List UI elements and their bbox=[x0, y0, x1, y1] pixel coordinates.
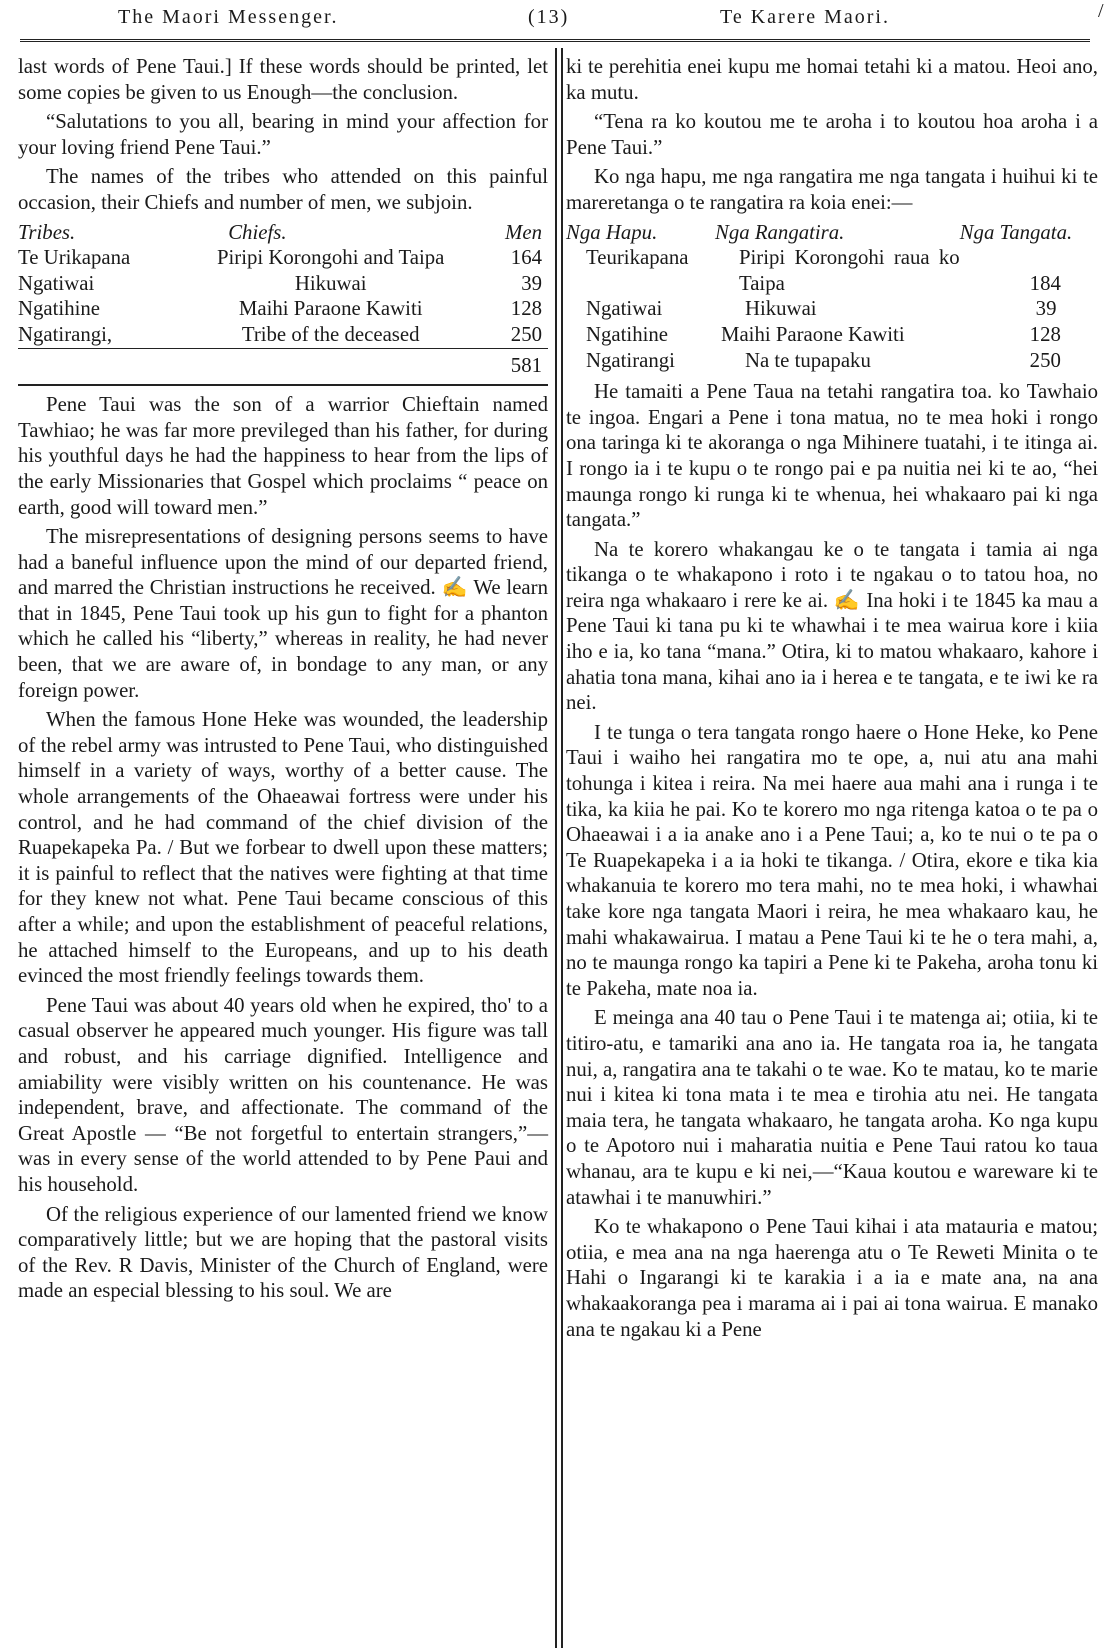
table-cell: Ngatihine bbox=[18, 297, 101, 321]
table-header: Tribes. bbox=[18, 220, 76, 244]
table-cell: Te Urikapana bbox=[18, 246, 131, 270]
table-row bbox=[18, 296, 548, 322]
paragraph: Ko nga hapu, me nga rangatira me nga tangata i huihui ki te mareretanga o te rangatira ra koia enei:— bbox=[566, 165, 1098, 214]
table-cell: Maihi Paraone Kawiti bbox=[720, 322, 905, 346]
paragraph: last words of Pene Taui.] If these words should be printed, let some copies be given to us Enough—the conclusion. bbox=[18, 55, 548, 104]
table-cell: Ngatiwai bbox=[18, 271, 95, 295]
maori-column bbox=[566, 54, 1098, 1346]
table-cell: Ngatiwai bbox=[586, 297, 663, 321]
table-cell: Ngatihine bbox=[586, 322, 669, 346]
paragraph: Ko te whakapono o Pene Taui kihai i ata matauria e matou; otiia, e mea ana na nga haerenga atu o Te Reweti Minita o te Hahi o Ingarangi ki te karakia i a ia e mate ana, na ana whakaakoranga pea i marama ai i pai ai tona wairua. E manako ana te ngakau ki a Pene bbox=[566, 1215, 1098, 1341]
table-end-rule bbox=[18, 378, 548, 385]
paragraph: E meinga ana 40 tau o Pene Taui i te matenga ai; otiia, ki te titiro-atu, e tamariki ana ano ia. He tangata roa ia, he tangata nui, a, rangatira ana te takahi o te wae. Ko te matau, ko te marie nui i kitea ki tona mata i te mea e tirohia atu nei. He tangata maia tera, he tangata whakaaro, he tangata aroha. Ko nga kupu o te Apotoro nui i maharatia nuitia e Pene Taui ratou ko taua whanau, ara te kupu e ki nei,—“Kaua koutou e wareware ki te atawhai i te manuwhiri.” bbox=[566, 1006, 1098, 1209]
table-header: Nga Hapu. bbox=[566, 220, 658, 244]
margin-mark: / bbox=[1098, 0, 1106, 22]
table-cell: Hikuwai bbox=[294, 271, 367, 295]
table-cell: Hikuwai bbox=[744, 297, 817, 321]
table-cell: Ngatirangi, bbox=[18, 322, 113, 346]
column-divider bbox=[555, 48, 563, 1648]
table-cell: Maihi Paraone Kawiti bbox=[238, 297, 423, 321]
hapu-table bbox=[566, 220, 1098, 374]
header-maori-title: Te Karere Maori. bbox=[720, 6, 890, 28]
total-row bbox=[18, 348, 548, 378]
table-cell: Teurikapana bbox=[586, 246, 689, 270]
header-rule bbox=[20, 39, 1090, 42]
table-cell: 164 bbox=[510, 246, 542, 270]
table-cell: 250 bbox=[510, 322, 542, 346]
table-cell: Na te tupapaku bbox=[744, 348, 871, 372]
table-row bbox=[566, 322, 1098, 348]
paragraph: The misrepresentations of designing persons seems to have had a baneful influence upon the mind of our departed friend, and marred the Christian instructions he received. ✍ We learn that in 1845, Pene Taui took up his gun to fight for a phanton which he called his “liberty,” whereas in reality, he had never been, that we are aware of, in bondage to any man, or any foreign power. bbox=[18, 525, 548, 702]
table-cell: 39 bbox=[521, 271, 542, 295]
paragraph: The names of the tribes who attended on this painful occasion, their Chiefs and number of men, we subjoin. bbox=[18, 165, 548, 214]
english-column bbox=[18, 54, 548, 1308]
table-header: Nga Rangatira. bbox=[714, 220, 845, 244]
table-row bbox=[18, 271, 548, 297]
table-cell: 128 bbox=[510, 297, 542, 321]
tribes-table bbox=[18, 220, 548, 387]
table-row bbox=[18, 245, 548, 271]
table-cell: Piripi Korongohi and Taipa bbox=[216, 246, 445, 270]
table-row bbox=[566, 245, 1098, 296]
paragraph: I te tunga o tera tangata rongo haere o Hone Heke, ko Pene Taui i waiho hei rangatira mo te ope, a, nui atu ana mahi tohunga i kitea i reira. Na mei haere aua mahi ana i runga i te tika, ka kiia he pai. Ko te korero mo nga ritenga katoa o te pa o Ohaeawai i a ia anake ano i a Pene Taui; a, ko te nui o te pa o Te Ruapekapeka i a ia hoki te tikanga. / Otira, ekore e tika kia whakanuia te korero mo tera mahi, no te mea hoki, i whawhai take kore nga tangata Maori i reira, he mea whakaaro kau, he mahi whakawairua. I matau a Pene Taui ki te he o tera mahi, a, no te maunga rongo ka tapiri a Pene ki te Pakeha, aroha tonu ki te Pakeha, mate noa ia. bbox=[566, 720, 1098, 1000]
table-cell: 184 bbox=[1029, 271, 1061, 295]
paragraph: “Salutations to you all, bearing in mind your affection for your loving friend Pene Taui.” bbox=[18, 110, 548, 159]
paragraph: Pene Taui was about 40 years old when he expired, tho' to a casual observer he appeared much younger. His figure was tall and robust, and his carriage dignified. Intelligence and amiability were visibly written on his countenance. He was independent, brave, and affectionate. The command of the Great Apostle — “Be not forgetful to entertain strangers,”—was in every sense of the world attended to by Pene Paui and his household. bbox=[18, 993, 548, 1196]
running-header bbox=[0, 0, 1114, 40]
header-english-title: The Maori Messenger. bbox=[118, 6, 339, 28]
table-total: 581 bbox=[463, 348, 548, 378]
table-cell: 39 bbox=[1035, 297, 1057, 321]
paragraph: Pene Taui was the son of a warrior Chieftain named Tawhiao; he was far more previleged than his father, for during his youthful days he had the happiness to hear from the lips of the early Missionaries that Gospel which proclaims “ peace on earth, good will toward men.” bbox=[18, 393, 548, 519]
table-cell: Tribe of the deceased bbox=[241, 322, 420, 346]
paragraph: Of the religious experience of our lamented friend we know comparatively little; but we are hoping that the pastoral visits of the Rev. R Davis, Minister of the Church of England, were made an especial blessing to his soul. We are bbox=[18, 1202, 548, 1303]
table-header: Men bbox=[505, 220, 542, 244]
table-row bbox=[566, 296, 1098, 322]
table-cell: Ngatirangi bbox=[586, 348, 675, 372]
page-number: (13) bbox=[528, 6, 570, 28]
paragraph: ki te perehitia enei kupu me homai tetahi ki a matou. Heoi ano, ka mutu. bbox=[566, 55, 1098, 104]
paragraph: Na te korero whakangau ke o te tangata i tamia ai nga tikanga o te whakapono i roto i te ngakau o to tatou hoa, no reira nga whakaaro i rere ke ai. ✍ Ina hoki i te 1845 ka mau a Pene Taui ki tana pu ki te whawhai i te mea wairua kore i kiia iho e ia, ko tana “mana.” Otira, ki to matou whakaaro, kahore i ahatia tona mana, kihai ano ia i herea e te tangata, e te iwi ke ra nei. bbox=[566, 537, 1098, 715]
paragraph: He tamaiti a Pene Taua na tetahi rangatira toa. ko Tawhaio te ingoa. Engari a Pene i tona matua, no te mea hoki i rongo ona taringa ki te akoranga o nga Mihinere tuatahi, i te itinga ai. I rongo ia i te kupu o te rongo pai e pa nuitia nei ki te ao, “hei maunga rongo ki runga ki te whenua, hei whakaaro pai ki nga tangata.” bbox=[566, 380, 1098, 532]
table-row bbox=[18, 322, 548, 348]
table-header: Nga Tangata. bbox=[959, 220, 1073, 244]
paragraph: “Tena ra ko koutou me te aroha i to koutou hoa aroha i a Pene Taui.” bbox=[566, 110, 1098, 159]
table-cell: 250 bbox=[1029, 348, 1061, 372]
table-cell: Piripi Korongohi raua ko Taipa bbox=[738, 246, 960, 295]
paragraph: When the famous Hone Heke was wounded, the leadership of the rebel army was intrusted to Pene Taui, who distinguished himself in a variety of ways, worthy of a better cause. The whole arrangements of the Ohaeawai fortress were under his control, and he had command of the chief division of the Ruapekapeka Pa. / But we forbear to dwell upon these matters; it is painful to reflect that the natives were fighting at that time for they knew not what. Pene Taui became conscious of this after a while; and upon the establishment of peaceful relations, he attached himself to the Europeans, and up to his death evinced the most friendly feelings towards them. bbox=[18, 708, 548, 988]
table-row bbox=[566, 348, 1098, 374]
table-header: Chiefs. bbox=[228, 220, 287, 244]
table-cell: 128 bbox=[1029, 322, 1061, 346]
